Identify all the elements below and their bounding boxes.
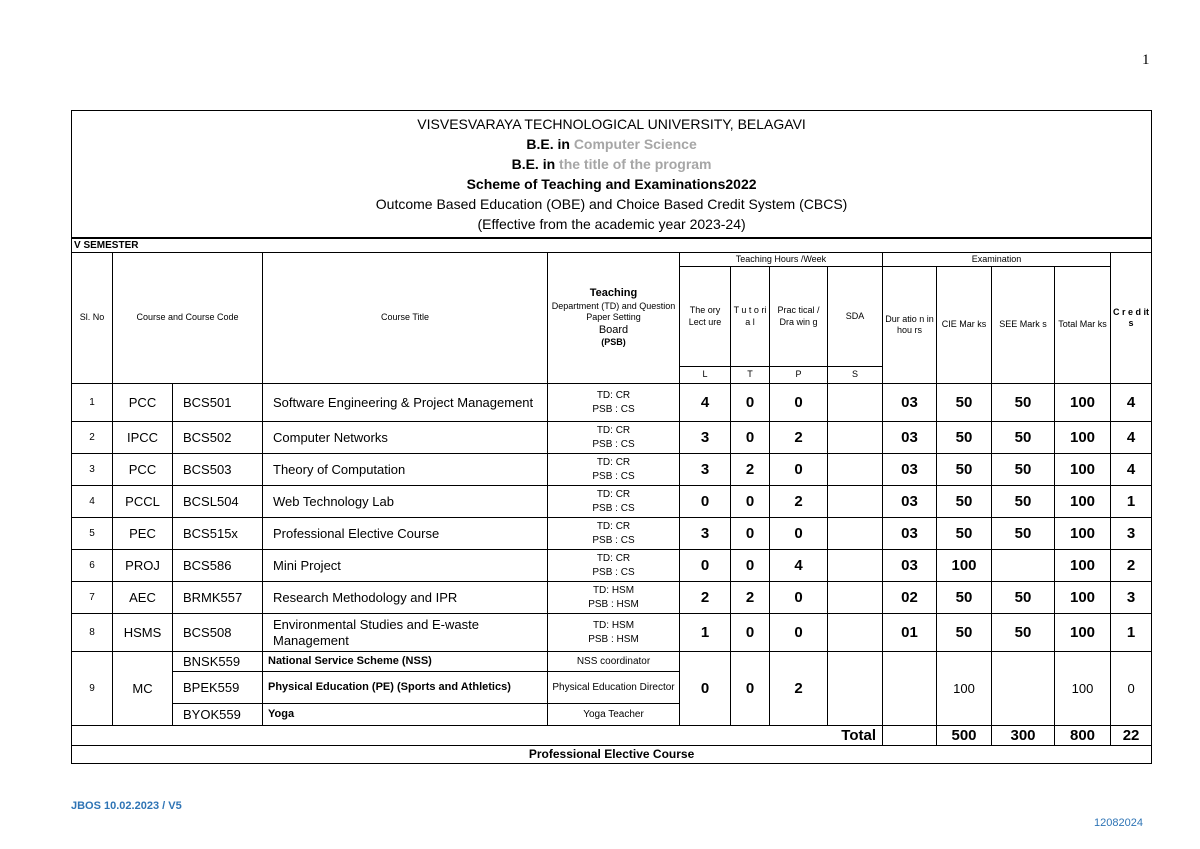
cell-L: 0 (680, 652, 731, 726)
cell-P: 2 (770, 652, 828, 726)
cell-type: PROJ (113, 550, 173, 582)
cell-cie: 50 (937, 582, 992, 614)
cell-see: 50 (992, 486, 1055, 518)
obe-line: Outcome Based Education (OBE) and Choice Based Credit System (CBCS) (375, 196, 848, 212)
col-tutorial: T u t o ri a l (731, 267, 770, 367)
psb-text: PSB : CS (592, 534, 635, 546)
cell-cie: 50 (937, 518, 992, 550)
cell-credits: 4 (1111, 384, 1152, 422)
cell-L: 1 (680, 614, 731, 652)
psb-text: PSB : HSM (588, 598, 639, 610)
cell-dur: 02 (883, 582, 937, 614)
cell-T: 0 (731, 614, 770, 652)
cell-code: BCS586 (173, 550, 263, 582)
cell-L: 3 (680, 518, 731, 550)
cell-credits: 2 (1111, 550, 1152, 582)
cell-code: BNSK559 (173, 652, 263, 672)
footer-version: JBOS 10.02.2023 / V5 (71, 800, 182, 812)
cell-see: 50 (992, 422, 1055, 454)
cell-T: 2 (731, 582, 770, 614)
cell-L: 0 (680, 550, 731, 582)
cell-cie: 100 (937, 550, 992, 582)
cell-cie: 100 (937, 652, 992, 726)
cell-td-psb (548, 550, 680, 582)
psb-text: PSB : CS (592, 438, 635, 450)
cell-P: 2 (770, 486, 828, 518)
cell-total: 100 (1055, 384, 1111, 422)
cell-title: Computer Networks (263, 422, 548, 454)
cell-title: National Service Scheme (NSS) (263, 652, 548, 672)
cell-title: Yoga (263, 704, 548, 726)
scheme-title: Scheme of Teaching and Examinations2022 (466, 176, 757, 192)
cell-td-psb (548, 614, 680, 652)
col-t: T (731, 367, 770, 384)
cell-cie: 50 (937, 422, 992, 454)
col-teaching (548, 253, 680, 384)
cell-sl: 7 (72, 582, 113, 614)
cell-credits: 1 (1111, 614, 1152, 652)
cell-see (992, 550, 1055, 582)
cell-type: PCC (113, 384, 173, 422)
cell-type: PCCL (113, 486, 173, 518)
cell-sl: 3 (72, 454, 113, 486)
cell-title: Professional Elective Course (263, 518, 548, 550)
cell-see: 50 (992, 614, 1055, 652)
cell-code: BRMK557 (173, 582, 263, 614)
cell-type: PEC (113, 518, 173, 550)
cell-sl: 6 (72, 550, 113, 582)
cell-see: 50 (992, 454, 1055, 486)
table-row (72, 652, 1152, 672)
psb-text: PSB : CS (592, 403, 635, 415)
cell-L: 3 (680, 422, 731, 454)
cell-credits: 0 (1111, 652, 1152, 726)
cell-total: 100 (1055, 454, 1111, 486)
cell-L: 2 (680, 582, 731, 614)
table-row (72, 614, 1152, 652)
cell-total: 100 (1055, 518, 1111, 550)
cell-cie: 50 (937, 454, 992, 486)
cell-title: Physical Education (PE) (Sports and Athletics) (263, 672, 548, 704)
cell-title: Theory of Computation (263, 454, 548, 486)
page-number: 1 (1142, 52, 1150, 68)
cell-sl: 4 (72, 486, 113, 518)
col-duration: Dur atio n in hou rs (883, 267, 937, 384)
cell-dur: 03 (883, 518, 937, 550)
cell-S (828, 582, 883, 614)
cell-see: 50 (992, 384, 1055, 422)
cell-credits: 3 (1111, 582, 1152, 614)
cell-td-psb (548, 486, 680, 518)
teaching-label: Teaching (589, 287, 638, 300)
col-total: Total Mar ks (1055, 267, 1111, 384)
col-l: L (680, 367, 731, 384)
cell-td: NSS coordinator (548, 652, 680, 672)
cell-credits: 4 (1111, 454, 1152, 486)
cell-S (828, 518, 883, 550)
cell-credits: 1 (1111, 486, 1152, 518)
cell-dur: 03 (883, 550, 937, 582)
cell-L: 0 (680, 486, 731, 518)
cell-title: Web Technology Lab (263, 486, 548, 518)
cell-dur: 03 (883, 384, 937, 422)
cell-code: BCS503 (173, 454, 263, 486)
cell-S (828, 486, 883, 518)
cell-type: MC (113, 652, 173, 726)
cell-T: 0 (731, 652, 770, 726)
cell-cie: 50 (937, 614, 992, 652)
td-text: TD: HSM (592, 585, 635, 596)
col-p: P (770, 367, 828, 384)
cell-P: 0 (770, 384, 828, 422)
td-text: TD: CR (596, 457, 631, 468)
cell-total: 100 (1055, 614, 1111, 652)
cell-see: 300 (992, 726, 1055, 746)
col-practical: Prac tical / Dra win g (770, 267, 828, 367)
cell-sl: 9 (72, 652, 113, 726)
cell-P: 0 (770, 582, 828, 614)
cell-total: 100 (1055, 486, 1111, 518)
cell-T: 2 (731, 454, 770, 486)
cell-S (828, 454, 883, 486)
cell-td: Physical Education Director (548, 672, 680, 704)
cell-td: Yoga Teacher (548, 704, 680, 726)
be-prefix-2: B.E. in (511, 156, 556, 172)
table-row (72, 422, 1152, 454)
table-row (72, 582, 1152, 614)
cell-cie: 50 (937, 486, 992, 518)
td-text: TD: HSM (592, 620, 635, 631)
cell-credits: 22 (1111, 726, 1152, 746)
col-exam: Examination (883, 253, 1111, 267)
footer-date: 12082024 (1094, 817, 1143, 829)
pec-heading: Professional Elective Course (72, 746, 1152, 764)
university-name: VISVESVARAYA TECHNOLOGICAL UNIVERSITY, BELAGAVI (417, 116, 806, 132)
cell-S (828, 384, 883, 422)
cell-type: IPCC (113, 422, 173, 454)
cell-code: BCSL504 (173, 486, 263, 518)
col-s: S (828, 367, 883, 384)
cell-P: 0 (770, 518, 828, 550)
totals-row (72, 726, 1152, 746)
cell-total: 100 (1055, 422, 1111, 454)
cell-P: 0 (770, 454, 828, 486)
cell-T: 0 (731, 550, 770, 582)
cell-S (828, 614, 883, 652)
cell-title: Environmental Studies and E-waste Management (263, 614, 548, 652)
col-course: Course and Course Code (113, 253, 263, 384)
cell-L: 4 (680, 384, 731, 422)
cell-td-psb (548, 454, 680, 486)
cell-td-psb (548, 422, 680, 454)
td-text: TD: CR (596, 390, 631, 401)
table-row (72, 384, 1152, 422)
cell-type: AEC (113, 582, 173, 614)
cell-see: 50 (992, 582, 1055, 614)
scheme-table (71, 110, 1152, 764)
cell-P: 4 (770, 550, 828, 582)
table-row (72, 550, 1152, 582)
cell-total: 100 (1055, 582, 1111, 614)
cell-L: 3 (680, 454, 731, 486)
td-text: TD: CR (596, 489, 631, 500)
program-title-placeholder: the title of the program (559, 156, 712, 172)
teaching-sub: Department (TD) and Question Paper Setting (551, 301, 676, 323)
cell-T: 0 (731, 518, 770, 550)
td-text: TD: CR (596, 521, 631, 532)
cell-sda (828, 652, 883, 726)
cell-T: 0 (731, 384, 770, 422)
cell-S (828, 550, 883, 582)
col-theory: The ory Lect ure (680, 267, 731, 367)
col-credits: C r e d it s (1111, 253, 1152, 384)
cell-credits: 3 (1111, 518, 1152, 550)
cell-total: 800 (1055, 726, 1111, 746)
col-hours: Teaching Hours /Week (680, 253, 883, 267)
cell-dur: 01 (883, 614, 937, 652)
psb-text: PSB : CS (592, 502, 635, 514)
psb-label: (PSB) (601, 337, 626, 348)
table-row (72, 454, 1152, 486)
cell-total: 100 (1055, 550, 1111, 582)
cell-type: HSMS (113, 614, 173, 652)
cell-code: BPEK559 (173, 672, 263, 704)
cell-td-psb (548, 582, 680, 614)
title-block (72, 111, 1152, 239)
psb-text: PSB : CS (592, 566, 635, 578)
psb-text: PSB : CS (592, 470, 635, 482)
cell-code: BCS501 (173, 384, 263, 422)
col-sda: SDA (828, 267, 883, 367)
cell-sl: 8 (72, 614, 113, 652)
cell-title: Software Engineering & Project Management (263, 384, 548, 422)
cell-see: 50 (992, 518, 1055, 550)
cell-type: PCC (113, 454, 173, 486)
td-text: TD: CR (596, 425, 631, 436)
psb-text: PSB : HSM (588, 633, 639, 645)
col-title: Course Title (263, 253, 548, 384)
cell-dur: 03 (883, 486, 937, 518)
cell-code: BCS508 (173, 614, 263, 652)
cell-sl: 5 (72, 518, 113, 550)
blank-cell (883, 726, 937, 746)
cell-dur: 03 (883, 454, 937, 486)
cell-T: 0 (731, 486, 770, 518)
cell-code: BYOK559 (173, 704, 263, 726)
table-row (72, 486, 1152, 518)
cell-td-psb (548, 384, 680, 422)
cell-S (828, 422, 883, 454)
cell-td-psb (548, 518, 680, 550)
cell-title: Mini Project (263, 550, 548, 582)
cell-P: 2 (770, 422, 828, 454)
cell-see (992, 652, 1055, 726)
cell-credits: 4 (1111, 422, 1152, 454)
cell-dur (883, 652, 937, 726)
col-cie: CIE Mar ks (937, 267, 992, 384)
cell-code: BCS502 (173, 422, 263, 454)
cell-total: 100 (1055, 652, 1111, 726)
be-prefix: B.E. in (526, 136, 570, 152)
cell-dur: 03 (883, 422, 937, 454)
cell-P: 0 (770, 614, 828, 652)
cell-cie: 500 (937, 726, 992, 746)
table-row (72, 518, 1152, 550)
cell-code: BCS515x (173, 518, 263, 550)
cell-cie: 50 (937, 384, 992, 422)
program-name: Computer Science (573, 136, 697, 152)
col-see: SEE Mark s (992, 267, 1055, 384)
total-label: Total (72, 726, 883, 746)
semester-label: V SEMESTER (72, 238, 1152, 253)
cell-title: Research Methodology and IPR (263, 582, 548, 614)
board-label: Board (598, 323, 629, 336)
col-sl: Sl. No (72, 253, 113, 384)
cell-sl: 1 (72, 384, 113, 422)
td-text: TD: CR (596, 553, 631, 564)
effective-line: (Effective from the academic year 2023-24) (477, 216, 746, 232)
cell-sl: 2 (72, 422, 113, 454)
cell-T: 0 (731, 422, 770, 454)
